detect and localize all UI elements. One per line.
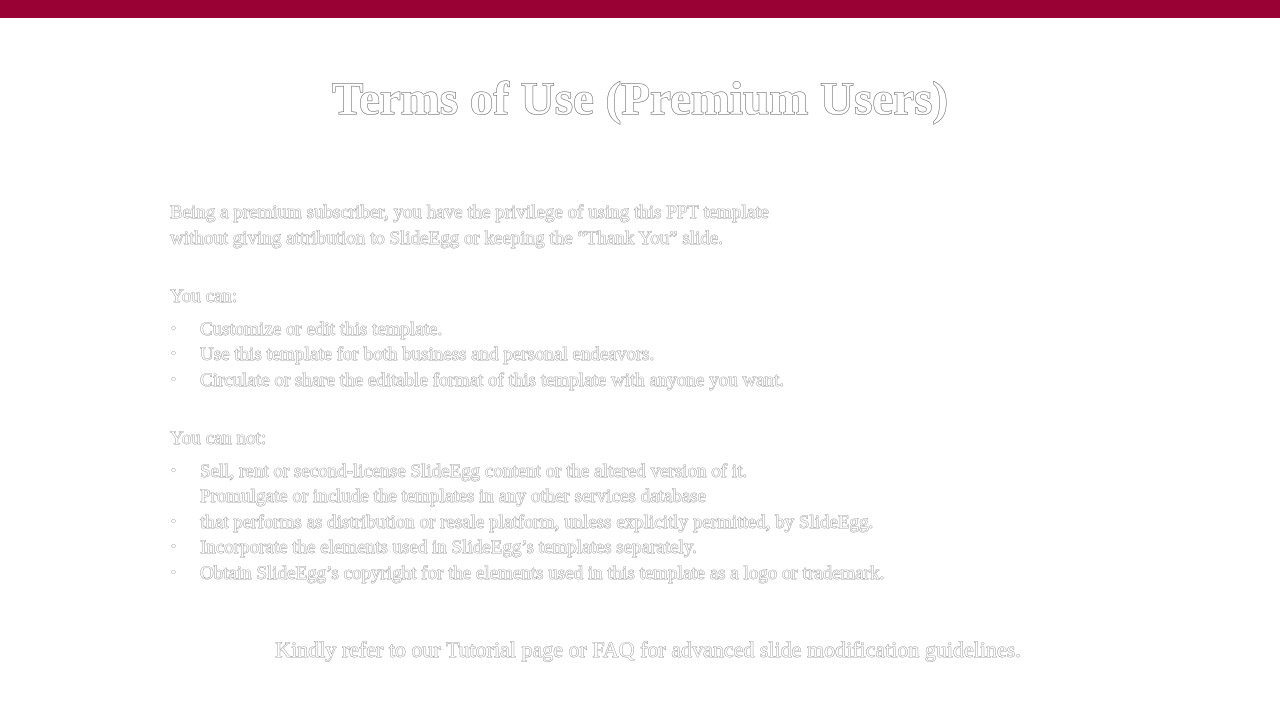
list-item-text: Incorporate the elements used in SlideEgg’s templates separately. [200,537,697,558]
list-item-text: Use this template for both business and personal endeavors. [200,344,655,365]
list-item [170,317,1070,343]
cannot-section-label: You can not: [170,428,267,449]
list-item-text: Circulate or share the editable format of this template with anyone you want. [200,369,785,391]
list-item [170,510,1070,536]
list-item-text: Customize or edit this template. [200,318,443,340]
list-item [170,459,1070,485]
cannot-list [170,459,1070,587]
list-item [170,535,1070,561]
can-section-label: You can: [170,286,238,307]
bullet-icon: • [171,321,176,337]
list-item [170,368,1070,394]
can-list [170,317,1070,394]
list-item-continuation: Promulgate or include the templates in any other services database [200,486,706,507]
bullet-icon: • [171,372,176,388]
bullet-icon: • [171,540,176,555]
list-item-text: Sell, rent or second-license SlideEgg content or the altered version of it. [200,460,748,482]
list-item-text: that performs as distribution or resale platform, unless explicitly permitted, by SlideEgg. [200,511,874,533]
list-item [170,561,1070,587]
top-accent-bar [0,0,1280,18]
bullet-icon: • [171,463,176,479]
terms-content [170,200,1070,586]
intro-line-1: Being a premium subscriber, you have the privilege of using this PPT template [170,202,769,223]
intro-paragraph [170,200,1070,251]
bullet-icon: • [171,347,176,362]
bullet-icon: • [171,565,176,581]
list-item-text: Obtain SlideEgg’s copyright for the elements used in this template as a logo or trademark. [200,562,885,584]
intro-line-2: without giving attribution to SlideEgg or keeping the “Thank You” slide. [170,227,724,249]
bullet-icon: • [171,514,176,530]
slide-title: Terms of Use (Premium Users) [331,73,949,125]
list-item [170,342,1070,368]
footer-note: Kindly refer to our Tutorial page or FAQ for advanced slide modification guidelines. [275,637,1021,662]
